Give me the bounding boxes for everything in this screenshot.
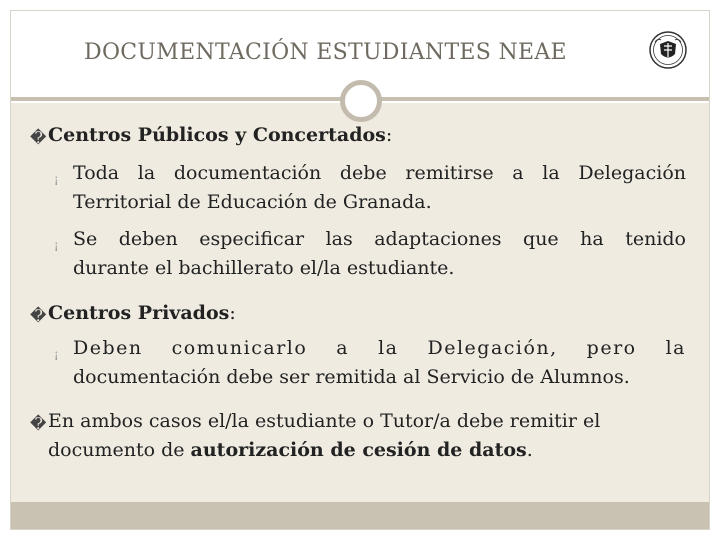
section-heading-text: Centros Públicos y Concertados	[48, 124, 386, 146]
list-item-line: Se deben especificar las adaptaciones que ha tenido	[73, 228, 686, 250]
list-item-line: Deben comunicarlo a la Delegación, pero la	[73, 337, 686, 359]
list-item-line: Toda la documentación debe remitirse a la Delegación	[73, 162, 686, 184]
closing-prefix: documento de	[48, 439, 191, 461]
closing-suffix: .	[526, 439, 533, 461]
sub-bullet-glyph: ¡	[54, 239, 59, 252]
sub-bullet-glyph: ¡	[54, 173, 59, 186]
slide-title: DOCUMENTACIÓN ESTUDIANTES NEAE	[84, 40, 567, 65]
bullet-glyph: �	[30, 414, 47, 433]
closing-emphasis: autorización de cesión de datos	[190, 439, 527, 461]
section-heading	[48, 124, 392, 146]
list-item-line: documentación debe ser remitida al Servicio de Alumnos.	[73, 366, 630, 388]
heading-colon: :	[229, 302, 236, 324]
heading-colon: :	[385, 124, 393, 146]
sub-bullet-glyph: ¡	[54, 348, 59, 361]
section-heading-text: Centros Privados	[48, 302, 230, 324]
bullet-glyph: �	[30, 306, 47, 325]
list-item-line: durante el bachillerato el/la estudiante.	[73, 257, 455, 279]
section-heading	[48, 302, 236, 324]
bullet-glyph: �	[30, 128, 47, 147]
list-item-line: Territorial de Educación de Granada.	[73, 191, 432, 213]
closing-line: En ambos casos el/la estudiante o Tutor/a debe remitir el	[48, 410, 601, 432]
closing-line-2	[48, 439, 533, 461]
